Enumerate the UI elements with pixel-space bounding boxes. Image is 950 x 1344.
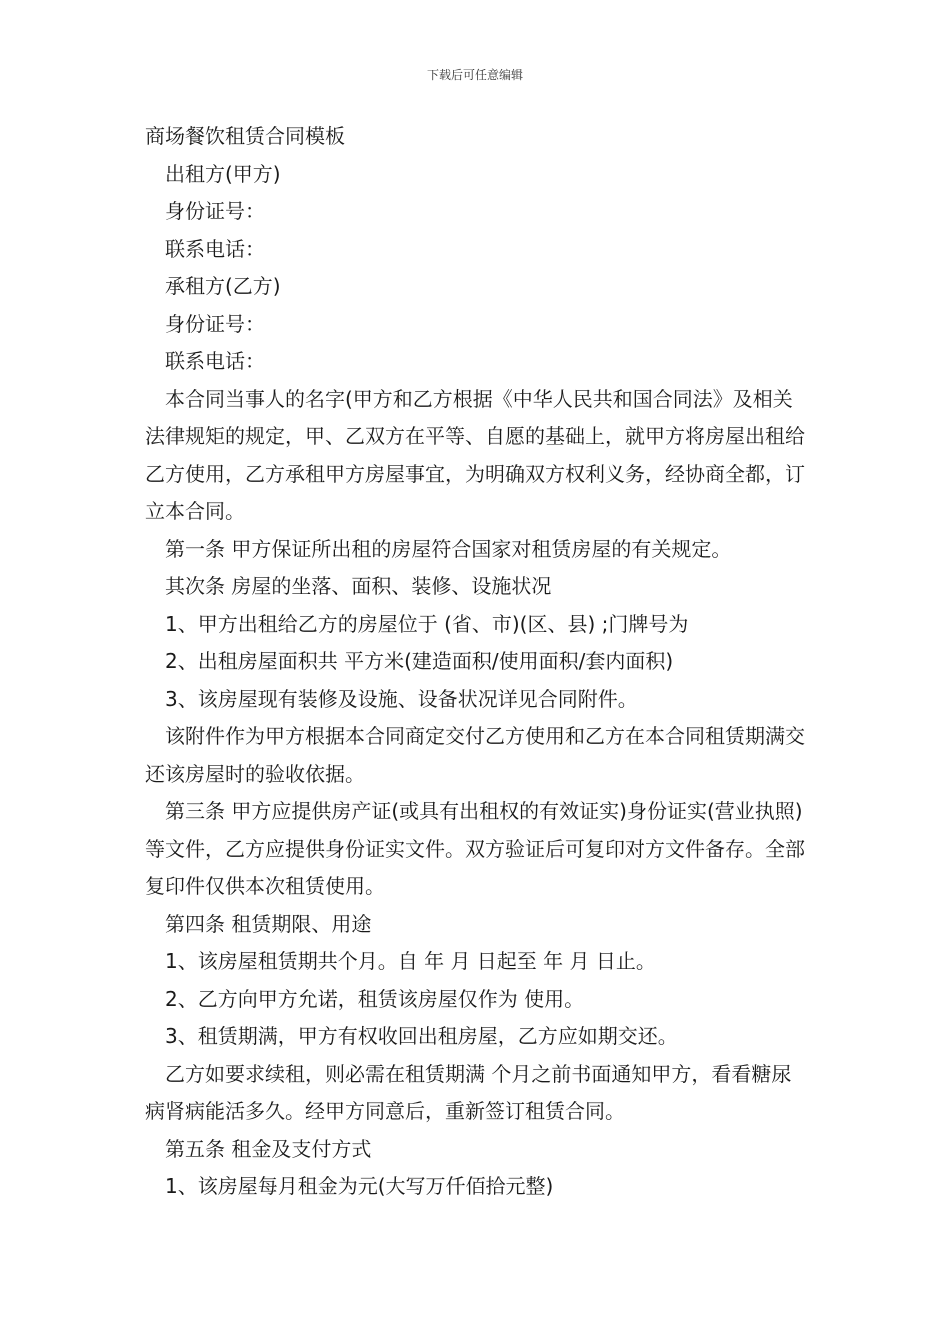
page-header: 下载后可任意编辑 (426, 68, 523, 82)
paragraph: 1、该房屋每月租金为元(大写万仟佰拾元整) (165, 1174, 554, 1198)
paragraph: 2、乙方向甲方允诺，租赁该房屋仅作为 使用。 (165, 986, 585, 1011)
paragraph: 1、甲方出租给乙方的房屋位于 (省、市)(区、县) ;门牌号为 (165, 611, 689, 636)
paragraph: 乙方如要求续租，则必需在租赁期满 个月之前书面通知甲方，看看糖尿病肾病能活多久。经甲方同意后，重新签订租赁合同。 (145, 1061, 792, 1123)
document-body (145, 118, 810, 1206)
paragraph: 第三条 甲方应提供房产证(或具有出租权的有效证实)身份证实(营业执照)等文件，乙方应提供身份证实文件。双方验证后可复印对方文件备存。全部复印件仅供本次租赁使用。 (145, 799, 805, 898)
paragraph: 其次条 房屋的坐落、面积、装修、设施状况 (165, 574, 552, 598)
paragraph: 第四条 租赁期限、用途 (165, 911, 372, 936)
paragraph: 第一条 甲方保证所出租的房屋符合国家对租赁房屋的有关规定。 (165, 536, 732, 561)
paragraph: 3、该房屋现有装修及设施、设备状况详见合同附件。 (165, 686, 638, 711)
paragraph: 身份证号： (165, 311, 265, 336)
paragraph: 身份证号： (165, 199, 265, 223)
paragraph: 出租方(甲方) (165, 161, 281, 186)
paragraph: 该附件作为甲方根据本合同商定交付乙方使用和乙方在本合同租赁期满交还该房屋时的验收依据。 (145, 724, 805, 786)
paragraph: 1、该房屋租赁期共个月。自 年 月 日起至 年 月 日止。 (165, 949, 656, 973)
paragraph: 联系电话： (165, 236, 265, 261)
paragraph: 2、出租房屋面积共 平方米(建造面积/使用面积/套内面积) (165, 649, 674, 673)
paragraph: 第五条 租金及支付方式 (165, 1136, 372, 1161)
paragraph: 本合同当事人的名字(甲方和乙方根据《中华人民共和国合同法》及相关法律规矩的规定，甲、乙双方在平等、自愿的基础上，就甲方将房屋出租给乙方使用，乙方承租甲方房屋事宜，为明确双方权利义务，经协商全都，订立本合同。 (145, 386, 805, 523)
paragraph: 联系电话： (165, 349, 265, 373)
paragraph: 承租方(乙方) (165, 274, 281, 298)
document-title: 商场餐饮租赁合同模板 (145, 124, 345, 148)
paragraph: 3、租赁期满，甲方有权收回出租房屋，乙方应如期交还。 (165, 1024, 678, 1048)
